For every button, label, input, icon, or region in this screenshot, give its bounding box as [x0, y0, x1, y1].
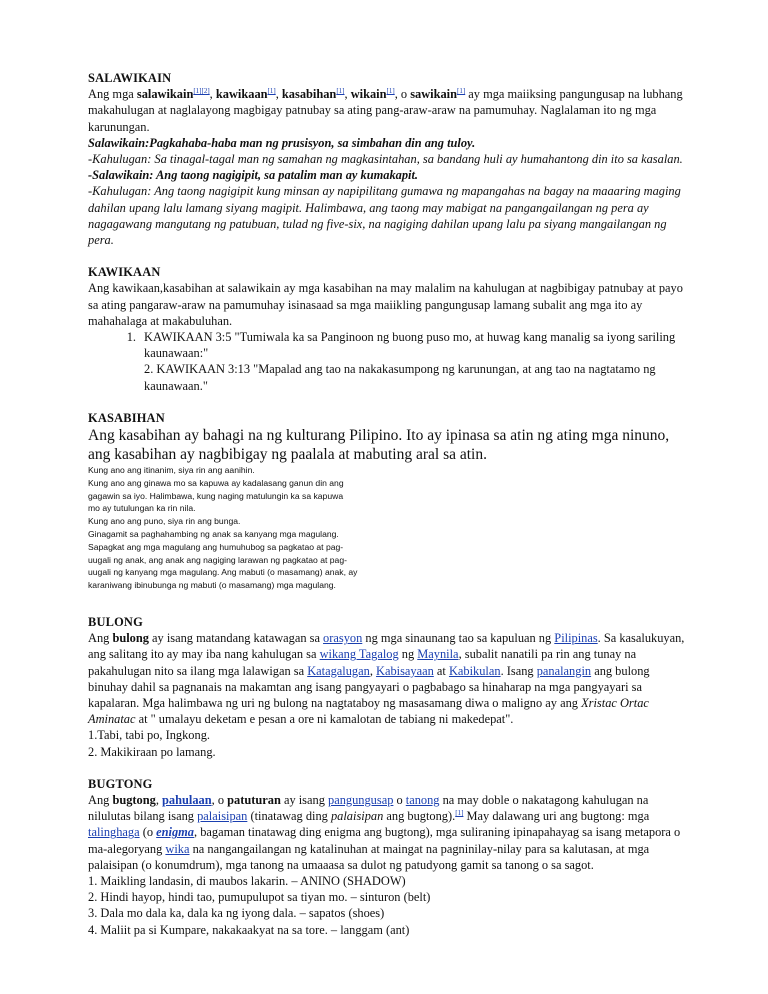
bugtong-item: 2. Hindi hayop, hindi tao, pumupulupot sa tiyan mo. – sinturon (belt) — [88, 890, 431, 905]
text: ng — [398, 647, 418, 662]
salawikain-definition: Ang mga salawikain[1][2], kawikaan[1], kasabihan[1], wikain[1], o sawikain[1] ay mga maiiksing pangungusap na lubhang makahulugan at naglalayong magbigay patnubay sa ating pang-araw-araw na pamumuhay. Naglalaman ito ng mga karunungan. — [88, 87, 683, 134]
link-wikang-tagalog[interactable]: wikang Tagalog — [319, 647, 399, 662]
kasabihan-line: uugali ng anak, ang anak ang nagiging larawan ng pagkatao at pag- — [88, 554, 347, 565]
text: , bagaman tinatawag ding enigma ang bugtong), mga suliraning ipinapahayag sa isang metapora o ma-alegoryang — [88, 825, 681, 856]
bulong-example-2: 2. Makikiraan po lamang. — [88, 744, 216, 759]
term-salawikain: salawikain — [136, 87, 194, 102]
document-body — [88, 70, 688, 938]
salawikain-meaning-1: -Kahulugan: Sa tinagal-tagal man ng samahan ng magkasintahan, sa bandang huli ay humahantong din ito sa kasalan. — [88, 152, 683, 167]
link-orasyon[interactable]: orasyon — [323, 631, 363, 646]
footnote-link[interactable]: [1] — [386, 87, 395, 96]
kawikaan-item-1: KAWIKAAN 3:5 "Tumiwala ka sa Panginoon ng buong puso mo, at huwag kang manalig sa iyong sariling kaunawaan:" — [144, 330, 676, 361]
text: Ang mga — [88, 87, 137, 102]
link-palaisipan[interactable]: palaisipan — [197, 809, 248, 824]
heading-bugtong: BUGTONG — [88, 776, 153, 791]
bugtong-item: 3. Dala mo dala ka, dala ka ng iyong dala. – sapatos (shoes) — [88, 906, 385, 921]
text: ay isang matandang katawagan sa — [148, 631, 324, 646]
footnote-link[interactable]: [1] — [455, 809, 464, 818]
term-bulong: bulong — [112, 631, 149, 646]
italic-phrase: Xristac Ortac Aminatac — [88, 696, 649, 727]
link-pangungusap[interactable]: pangungusap — [328, 793, 394, 808]
list-number: 1. — [126, 330, 136, 345]
kasabihan-intro: Ang kasabihan ay bahagi na ng kulturang Pilipino. Ito ay ipinasa sa atin ng ating mga ninuno, ang kasabihan ay nagbibigay ng paalala at mabuting aral sa atin. — [88, 427, 670, 464]
salawikain-example-1: Salawikain:Pagkahaba-haba man ng prusisyon, sa simbahan din ang tuloy. — [88, 135, 476, 150]
footnote-link[interactable]: [1] — [267, 87, 276, 96]
link-tanong[interactable]: tanong — [405, 793, 440, 808]
term-kasabihan: kasabihan — [281, 87, 337, 102]
footnote-ref[interactable] — [336, 87, 344, 95]
section-kasabihan — [88, 410, 688, 592]
bugtong-item: 4. Maliit pa si Kumpare, nakakaakyat na sa tore. – langgam (ant) — [88, 922, 410, 937]
text: (o — [139, 825, 157, 840]
heading-kasabihan: KASABIHAN — [88, 410, 165, 425]
text: at " umalayu deketam e pesan a ore ni kamalotan de tabiang ni makedepat". — [135, 712, 514, 727]
link-panalangin[interactable]: panalangin — [536, 663, 592, 678]
link-kabisayaan[interactable]: Kabisayaan — [376, 663, 434, 678]
text: ay mga maiiksing pangungusap na lubhang makahulugan at naglalayong magbigay patnubay sa ating pang-araw-araw na pamumuhay. Naglalaman ito ng mga karunungan. — [88, 87, 683, 134]
footnote-ref[interactable] — [193, 87, 209, 95]
spacer — [88, 248, 688, 264]
kasabihan-line: karaniwang ibinubunga ng mabuti (o masamang) mga magulang. — [88, 580, 336, 591]
link-katagalugan[interactable]: Katagalugan — [307, 663, 370, 678]
term-wikain: wikain — [350, 87, 387, 102]
text: na may doble o nakatagong kahulugan na nilulutas bilang isang — [88, 793, 649, 824]
kasabihan-line: Ginagamit sa paghahambing ng anak sa kanyang mga magulang. — [88, 529, 339, 540]
term-patuturan: patuturan — [227, 793, 281, 808]
text: at — [433, 663, 449, 678]
kawikaan-item-2: 2. KAWIKAAN 3:13 "Mapalad ang tao na nakakasumpong ng karunungan, at ang tao na nagtatamo ng kaunawaan." — [144, 362, 656, 393]
heading-kawikaan: KAWIKAAN — [88, 265, 161, 280]
kasabihan-line: Kung ano ang puno, siya rin ang bunga. — [88, 516, 241, 527]
link-pahulaan[interactable]: pahulaan — [162, 793, 212, 808]
link-enigma[interactable]: enigma — [156, 825, 195, 840]
text: , — [155, 793, 163, 808]
section-bulong — [88, 614, 688, 760]
text: ang bulong binuhay dahil sa pagnanais na makamtan ang isang pangyayari o pagbabago sa hinaharap na mga pangyayari sa kapalaran. Mga halimbawa ng uri ng bulong na nagtataboy ng masasamang diwa o maligno ay ang — [88, 663, 650, 711]
text: na nangangailangan ng katalinuhan at maingat na pagninilay-nilay para sa kalutasan, at mga palaisipan (o konumdrum), mga tanong na umaaasa sa dulot ng patudyong gamit sa tanong o sa sagot. — [88, 841, 650, 872]
text: ang bugtong). — [383, 809, 456, 824]
bulong-body — [88, 630, 688, 727]
link-kabikulan[interactable]: Kabikulan — [448, 663, 501, 678]
footnote-link[interactable]: [1] — [336, 87, 345, 96]
footnote-link[interactable]: [1][2] — [193, 87, 210, 96]
list-item-content — [144, 329, 688, 394]
spacer — [88, 760, 688, 776]
salawikain-meaning-2: -Kahulugan: Ang taong nagigipit kung minsan ay napipilitang gumawa ng mapangahas na bagay na maaaring maging dahilan upang lalu lamang siyang magipit. Halimbawa, ang taong may mabigat na pangangailangan ng pera ay nagagawang mangutang ng patubuan, tulad ng five-six, na nagiging dahilan upang lalu pa siyang mangailangan ng pera. — [88, 184, 681, 248]
spacer — [88, 592, 688, 614]
italic-term: palaisipan — [330, 809, 384, 824]
kasabihan-line: uugali ng kanyang mga magulang. Ang mabuti (o masamang) anak, ay — [88, 567, 358, 578]
text: ay isang — [280, 793, 328, 808]
text: May dalawang uri ang bugtong: mga — [463, 809, 650, 824]
salawikain-example-2: -Salawikain: Ang taong nagigipit, sa patalim man ay kumakapit. — [88, 168, 419, 183]
text: , subalit nanatili pa rin ang tunay na pakahulugan nito sa ilang mga lalawigan sa — [88, 647, 637, 678]
kawikaan-body: Ang kawikaan,kasabihan at salawikain ay mga kasabihan na may malalim na kahulugan at nagbibigay patnubay at payo sa ating pangaraw-araw na pamumuhay isinasaad sa mga maiikling pangungusap lamang subalit ang mga ito ay mahahalaga at makabuluhan. — [88, 281, 683, 328]
footnote-ref[interactable] — [387, 87, 395, 95]
text: . Isang — [500, 663, 537, 678]
link-pilipinas[interactable]: Pilipinas — [554, 631, 598, 646]
bugtong-item: 1. Maikling landasin, di maubos lakarin. – ANINO (SHADOW) — [88, 874, 406, 889]
text: Ang — [88, 793, 113, 808]
text: Ang — [88, 631, 113, 646]
kasabihan-line: Kung ano ang itinanim, siya rin ang aanihin. — [88, 465, 255, 476]
footnote-link[interactable]: [1] — [457, 87, 466, 96]
text: , o — [211, 793, 228, 808]
footnote-ref[interactable] — [268, 87, 276, 95]
term-bugtong: bugtong — [112, 793, 156, 808]
heading-bulong: BULONG — [88, 615, 143, 630]
bugtong-body — [88, 792, 688, 873]
kasabihan-line: Kung ano ang ginawa mo sa kapuwa ay kadalasang ganun din ang — [88, 477, 344, 488]
kawikaan-list — [88, 329, 688, 394]
spacer — [88, 394, 688, 410]
text: , o — [394, 87, 411, 102]
heading-salawikain: SALAWIKAIN — [88, 71, 172, 85]
link-wika[interactable]: wika — [165, 841, 190, 856]
term-sawikain: sawikain — [410, 87, 458, 102]
link-talinghaga[interactable]: talinghaga — [88, 825, 140, 840]
text: ng mga sinaunang tao sa kapuluan ng — [362, 631, 555, 646]
text: (tinatawag ding — [247, 809, 331, 824]
text: , — [369, 663, 377, 678]
section-salawikain — [88, 70, 688, 248]
text: . Sa kasalukuyan, ang salitang ito ay may iba nang kahulugan sa — [88, 631, 685, 662]
text: o — [393, 793, 406, 808]
section-bugtong — [88, 776, 688, 938]
bulong-example-1: 1.Tabi, tabi po, Ingkong. — [88, 728, 210, 743]
footnote-ref[interactable] — [457, 87, 465, 95]
kasabihan-line: Sapagkat ang mga magulang ang humuhubog sa pagkatao at pag- — [88, 541, 344, 552]
kasabihan-line: mo ay tutulungan ka rin nila. — [88, 503, 196, 514]
kasabihan-lines — [88, 464, 688, 592]
section-kawikaan — [88, 264, 688, 394]
term-kawikaan: kawikaan — [215, 87, 268, 102]
kasabihan-line: gagawin sa iyo. Halimbawa, kung naging matulungin ka sa kapuwa — [88, 490, 344, 501]
link-maynila[interactable]: Maynila — [417, 647, 459, 662]
